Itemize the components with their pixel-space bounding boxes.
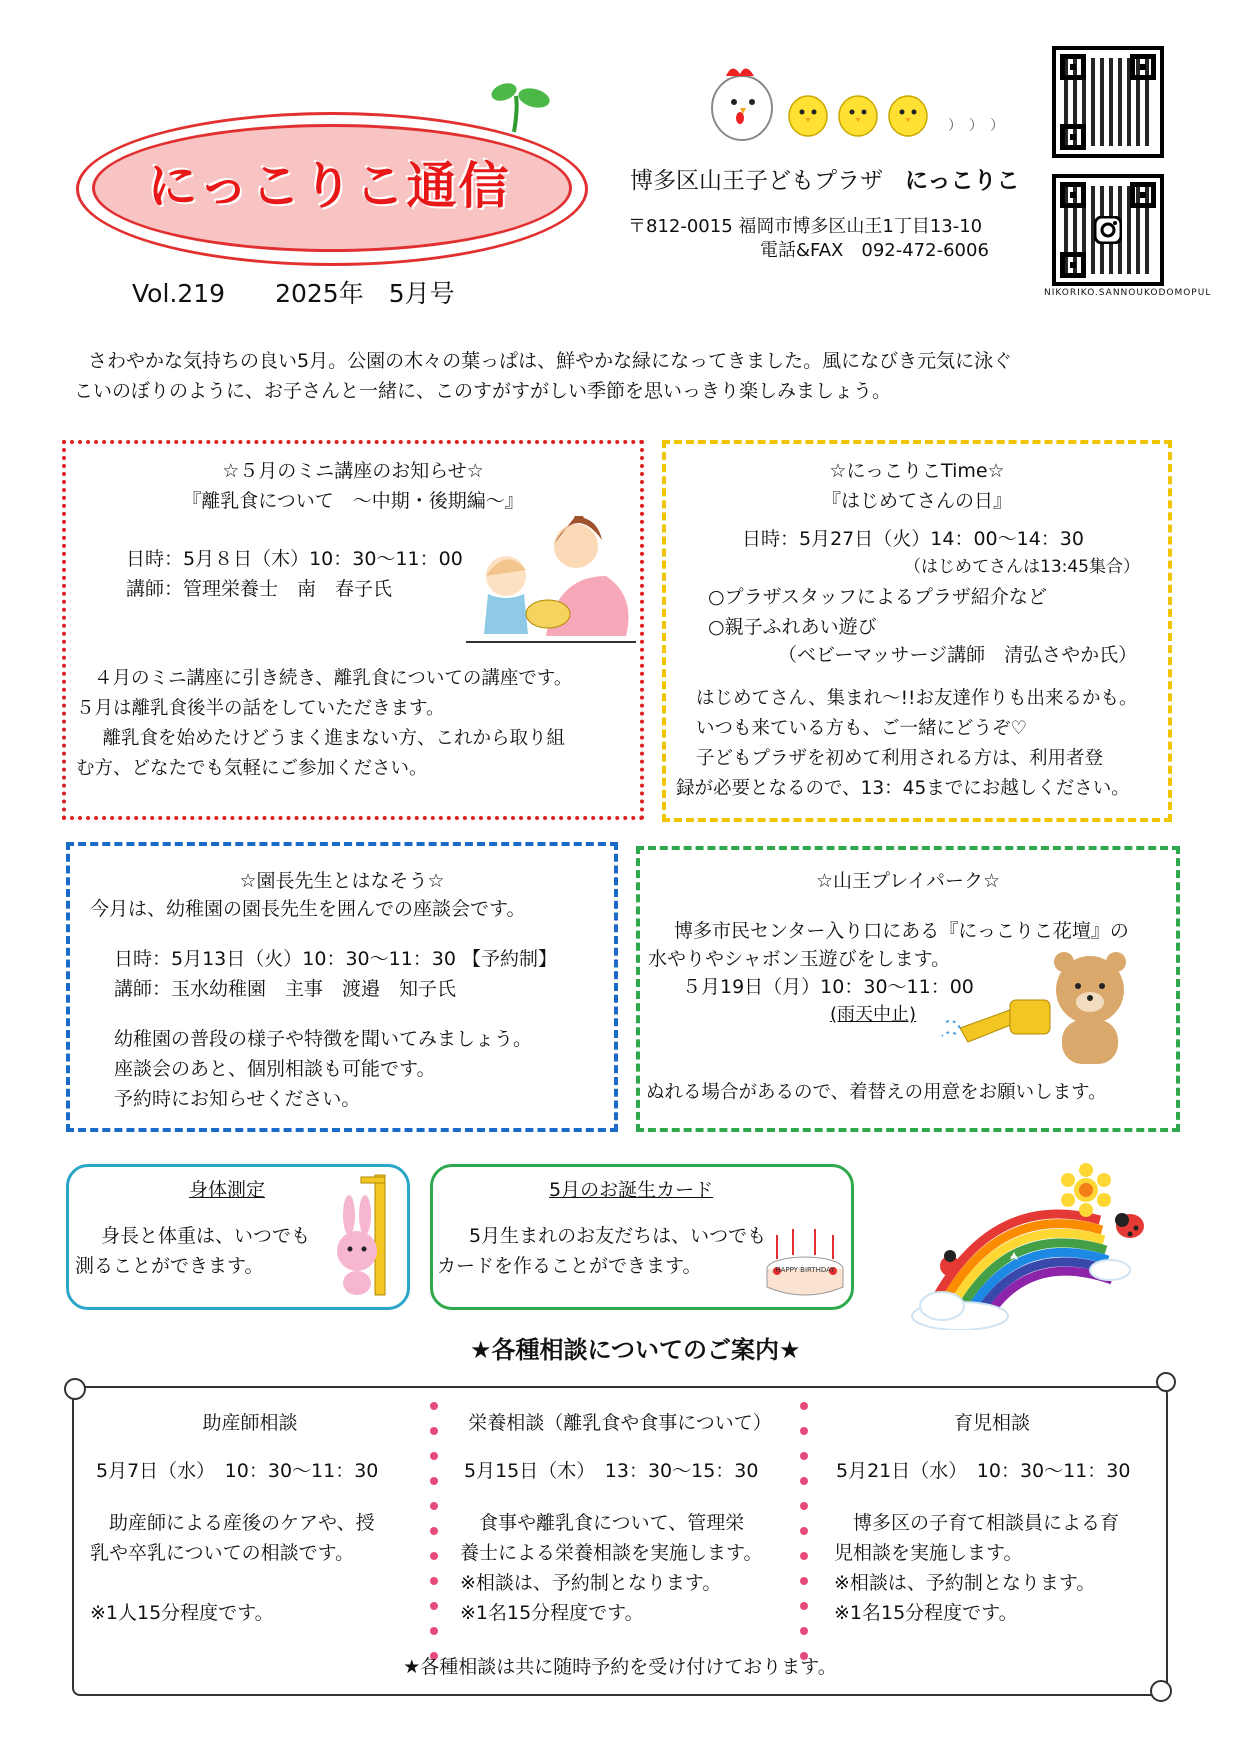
birthday-cake-illustration xyxy=(763,1225,849,1305)
org-short-name: にっこりこ xyxy=(905,168,1020,194)
body-line: 座談会のあと、個別相談も可能です。 xyxy=(114,1058,436,1080)
body-line: ４月のミニ講座に引き続き、離乳食についての講座です。 xyxy=(94,668,573,689)
body-measurement-box xyxy=(66,1164,410,1310)
dot-divider xyxy=(800,1402,808,1677)
play-park-title: ☆山王プレイパーク☆ xyxy=(816,870,1000,892)
play-park-box xyxy=(636,846,1180,1132)
consult-title: 育児相談 xyxy=(953,1412,1030,1434)
instagram-icon xyxy=(1094,216,1122,244)
volume-issue: Vol.219 2025年 5月号 xyxy=(132,279,455,308)
play-park-rain-note: (雨天中止) xyxy=(830,1004,917,1025)
consult-line: ※1名15分程度です。 xyxy=(834,1602,1018,1624)
qr-finder xyxy=(1130,54,1156,80)
consult-column-nutrition xyxy=(448,1398,792,1648)
qr-caption: NIKORIKO.SANNOUKODOMOPUL xyxy=(1044,288,1212,298)
consultation-footer: ★各種相談は共に随時予約を受け付けております。 xyxy=(403,1656,837,1678)
principal-talk-lecturer: 講師：玉水幼稚園 主事 渡邉 知子氏 xyxy=(114,978,457,1000)
consult-line: 博多区の子育て相談員による育 xyxy=(834,1512,1120,1534)
nikkoriko-time-item: ○親子ふれあい遊び xyxy=(708,616,877,638)
consult-line: 助産師による産後のケアや、授 xyxy=(90,1512,375,1534)
mother-feeding-baby-illustration xyxy=(466,516,636,646)
consult-line: 乳や卒乳についての相談です。 xyxy=(90,1542,355,1564)
consult-title: 栄養相談（離乳食や食事について） xyxy=(468,1412,772,1434)
consult-line: ※1名15分程度です。 xyxy=(460,1602,644,1624)
rabbit-height-scale-illustration xyxy=(335,1173,399,1299)
principal-talk-lead: 今月は、幼稚園の園長先生を囲んでの座談会です。 xyxy=(90,898,526,920)
body-line: 録が必要となるので、13：45までにお越しください。 xyxy=(676,778,1130,799)
consult-column-midwife xyxy=(80,1398,420,1648)
birthday-card-line: カードを作ることができます。 xyxy=(437,1255,702,1277)
nikkoriko-time-item: ○プラザスタッフによるプラザ紹介など xyxy=(708,586,1047,608)
qr-finder xyxy=(1060,252,1086,278)
consult-line: 食事や離乳食について、管理栄 xyxy=(460,1512,745,1534)
consult-body xyxy=(460,1508,762,1628)
consult-body xyxy=(834,1508,1119,1628)
nikkoriko-time-title: ☆にっこりこTime☆ xyxy=(829,460,1005,482)
sprout-icon xyxy=(488,78,558,134)
consult-date: 5月21日（水） 10：30～11：30 xyxy=(836,1460,1131,1482)
mini-lecture-body xyxy=(76,664,572,784)
consult-line: 児相談を実施します。 xyxy=(834,1542,1023,1564)
cake-text: HAPPY BIRTHDAY xyxy=(775,1266,835,1274)
nikkoriko-time-date: 日時：5月27日（火）14：00～14：30 xyxy=(742,528,1084,550)
consult-line: ※相談は、予約制となります。 xyxy=(460,1572,722,1594)
consult-date: 5月15日（木） 13：30～15：30 xyxy=(464,1460,759,1482)
play-park-line: 水やりやシャボン玉遊びをします。 xyxy=(648,948,951,970)
scroll-curl xyxy=(1150,1680,1172,1702)
rainbow-ladybug-illustration xyxy=(890,1150,1160,1330)
mini-lecture-box xyxy=(62,440,644,820)
qr-code-instagram[interactable] xyxy=(1052,174,1164,286)
dot-divider xyxy=(430,1402,438,1677)
consult-line: 養士による栄養相談を実施します。 xyxy=(460,1542,763,1564)
birthday-card-box xyxy=(430,1164,854,1310)
play-park-line: 博多市民センター入り口にある『にっこりこ花壇』の xyxy=(674,920,1129,942)
mini-lecture-date: 日時：5月８日（木）10：30～11：00 xyxy=(126,548,463,570)
principal-talk-title: ☆園長先生とはなそう☆ xyxy=(239,870,445,892)
scroll-curl xyxy=(64,1378,86,1400)
newsletter-title: にっこりこ通信 xyxy=(147,157,511,215)
consultation-heading: ★各種相談についてのご案内★ xyxy=(470,1336,801,1364)
consult-line: ※相談は、予約制となります。 xyxy=(834,1572,1096,1594)
body-line: 予約時にお知らせください。 xyxy=(114,1088,361,1110)
body-line: ５月は離乳食後半の話をしていただきます。 xyxy=(76,698,445,719)
mini-lecture-subtitle: 『離乳食について ～中期・後期編～』 xyxy=(182,490,524,512)
principal-talk-date: 日時：5月13日（火）10：30～11：30 【予約制】 xyxy=(114,948,558,970)
nikkoriko-time-item-detail: （ベビーマッサージ講師 清弘さやか氏） xyxy=(778,644,1138,666)
play-park-note: ぬれる場合があるので、着替えの用意をお願いします。 xyxy=(646,1082,1107,1103)
body-measurement-line: 身長と体重は、いつでも xyxy=(101,1225,311,1247)
principal-talk-box xyxy=(66,842,618,1132)
consult-line: ※1人15分程度です。 xyxy=(90,1602,274,1624)
body-line: 幼稚園の普段の様子や特徴を聞いてみましょう。 xyxy=(114,1028,533,1050)
qr-finder xyxy=(1060,124,1086,150)
body-line: いつも来ている方も、ご一緒にどうぞ♡ xyxy=(696,718,1028,739)
nikkoriko-time-box xyxy=(662,440,1172,822)
principal-talk-body xyxy=(114,1024,532,1114)
bear-watering-can-illustration xyxy=(940,950,1136,1070)
consult-column-childcare xyxy=(820,1398,1164,1648)
qr-code-website[interactable] xyxy=(1052,46,1164,158)
svg-text:） ） ）: ） ） ） xyxy=(948,118,1004,134)
address: 〒812-0015 福岡市博多区山王1丁目13-10 xyxy=(628,216,983,237)
body-line: はじめてさん、集まれ～!!お友達作りも出来るかも。 xyxy=(696,688,1138,709)
consult-date: 5月7日（水） 10：30～11：30 xyxy=(96,1460,379,1482)
org-name: 博多区山王子どもプラザ xyxy=(630,168,883,194)
body-measurement-line: 測ることができます。 xyxy=(75,1255,264,1277)
body-measurement-title: 身体測定 xyxy=(189,1179,266,1201)
qr-finder xyxy=(1060,54,1086,80)
consult-body xyxy=(90,1508,375,1628)
body-line: 離乳食を始めたけどうまく進まない方、これから取り組 xyxy=(84,728,566,749)
body-line: む方、どなたでも気軽にご参加ください。 xyxy=(76,758,428,779)
consult-line xyxy=(90,1568,375,1598)
body-line: 子どもプラザを初めて利用される方は、利用者登 xyxy=(696,748,1104,769)
mini-lecture-lecturer: 講師：管理栄養士 南 春子氏 xyxy=(126,578,393,600)
intro-line: さわやかな気持ちの良い5月。公園の木々の葉っぱは、鮮やかな緑になってきました。風になびき元気に泳ぐ xyxy=(88,350,1013,372)
consult-title: 助産師相談 xyxy=(202,1412,298,1434)
chicken-chicks-icon xyxy=(700,62,1030,148)
intro-paragraph xyxy=(74,346,1174,406)
qr-finder xyxy=(1130,182,1156,208)
birthday-card-line: 5月生まれのお友だちは、いつでも xyxy=(469,1225,767,1247)
birthday-card-title: 5月のお誕生カード xyxy=(549,1179,714,1201)
phone-fax: 電話&FAX 092-472-6006 xyxy=(760,240,989,261)
play-park-date: ５月19日（月）10：30～11：00 xyxy=(682,976,974,998)
intro-line: こいのぼりのように、お子さんと一緒に、このすがすがしい季節を思いっきり楽しみましょう。 xyxy=(74,380,892,402)
scroll-curl xyxy=(1156,1372,1176,1392)
organization-name xyxy=(630,162,1020,195)
nikkoriko-time-subtitle: 『はじめてさんの日』 xyxy=(821,490,1012,512)
nikkoriko-time-body xyxy=(676,684,1137,804)
qr-finder xyxy=(1060,182,1086,208)
mini-lecture-title: ☆５月のミニ講座のお知らせ☆ xyxy=(222,460,484,482)
nikkoriko-time-note: （はじめてさんは13:45集合） xyxy=(904,557,1140,577)
